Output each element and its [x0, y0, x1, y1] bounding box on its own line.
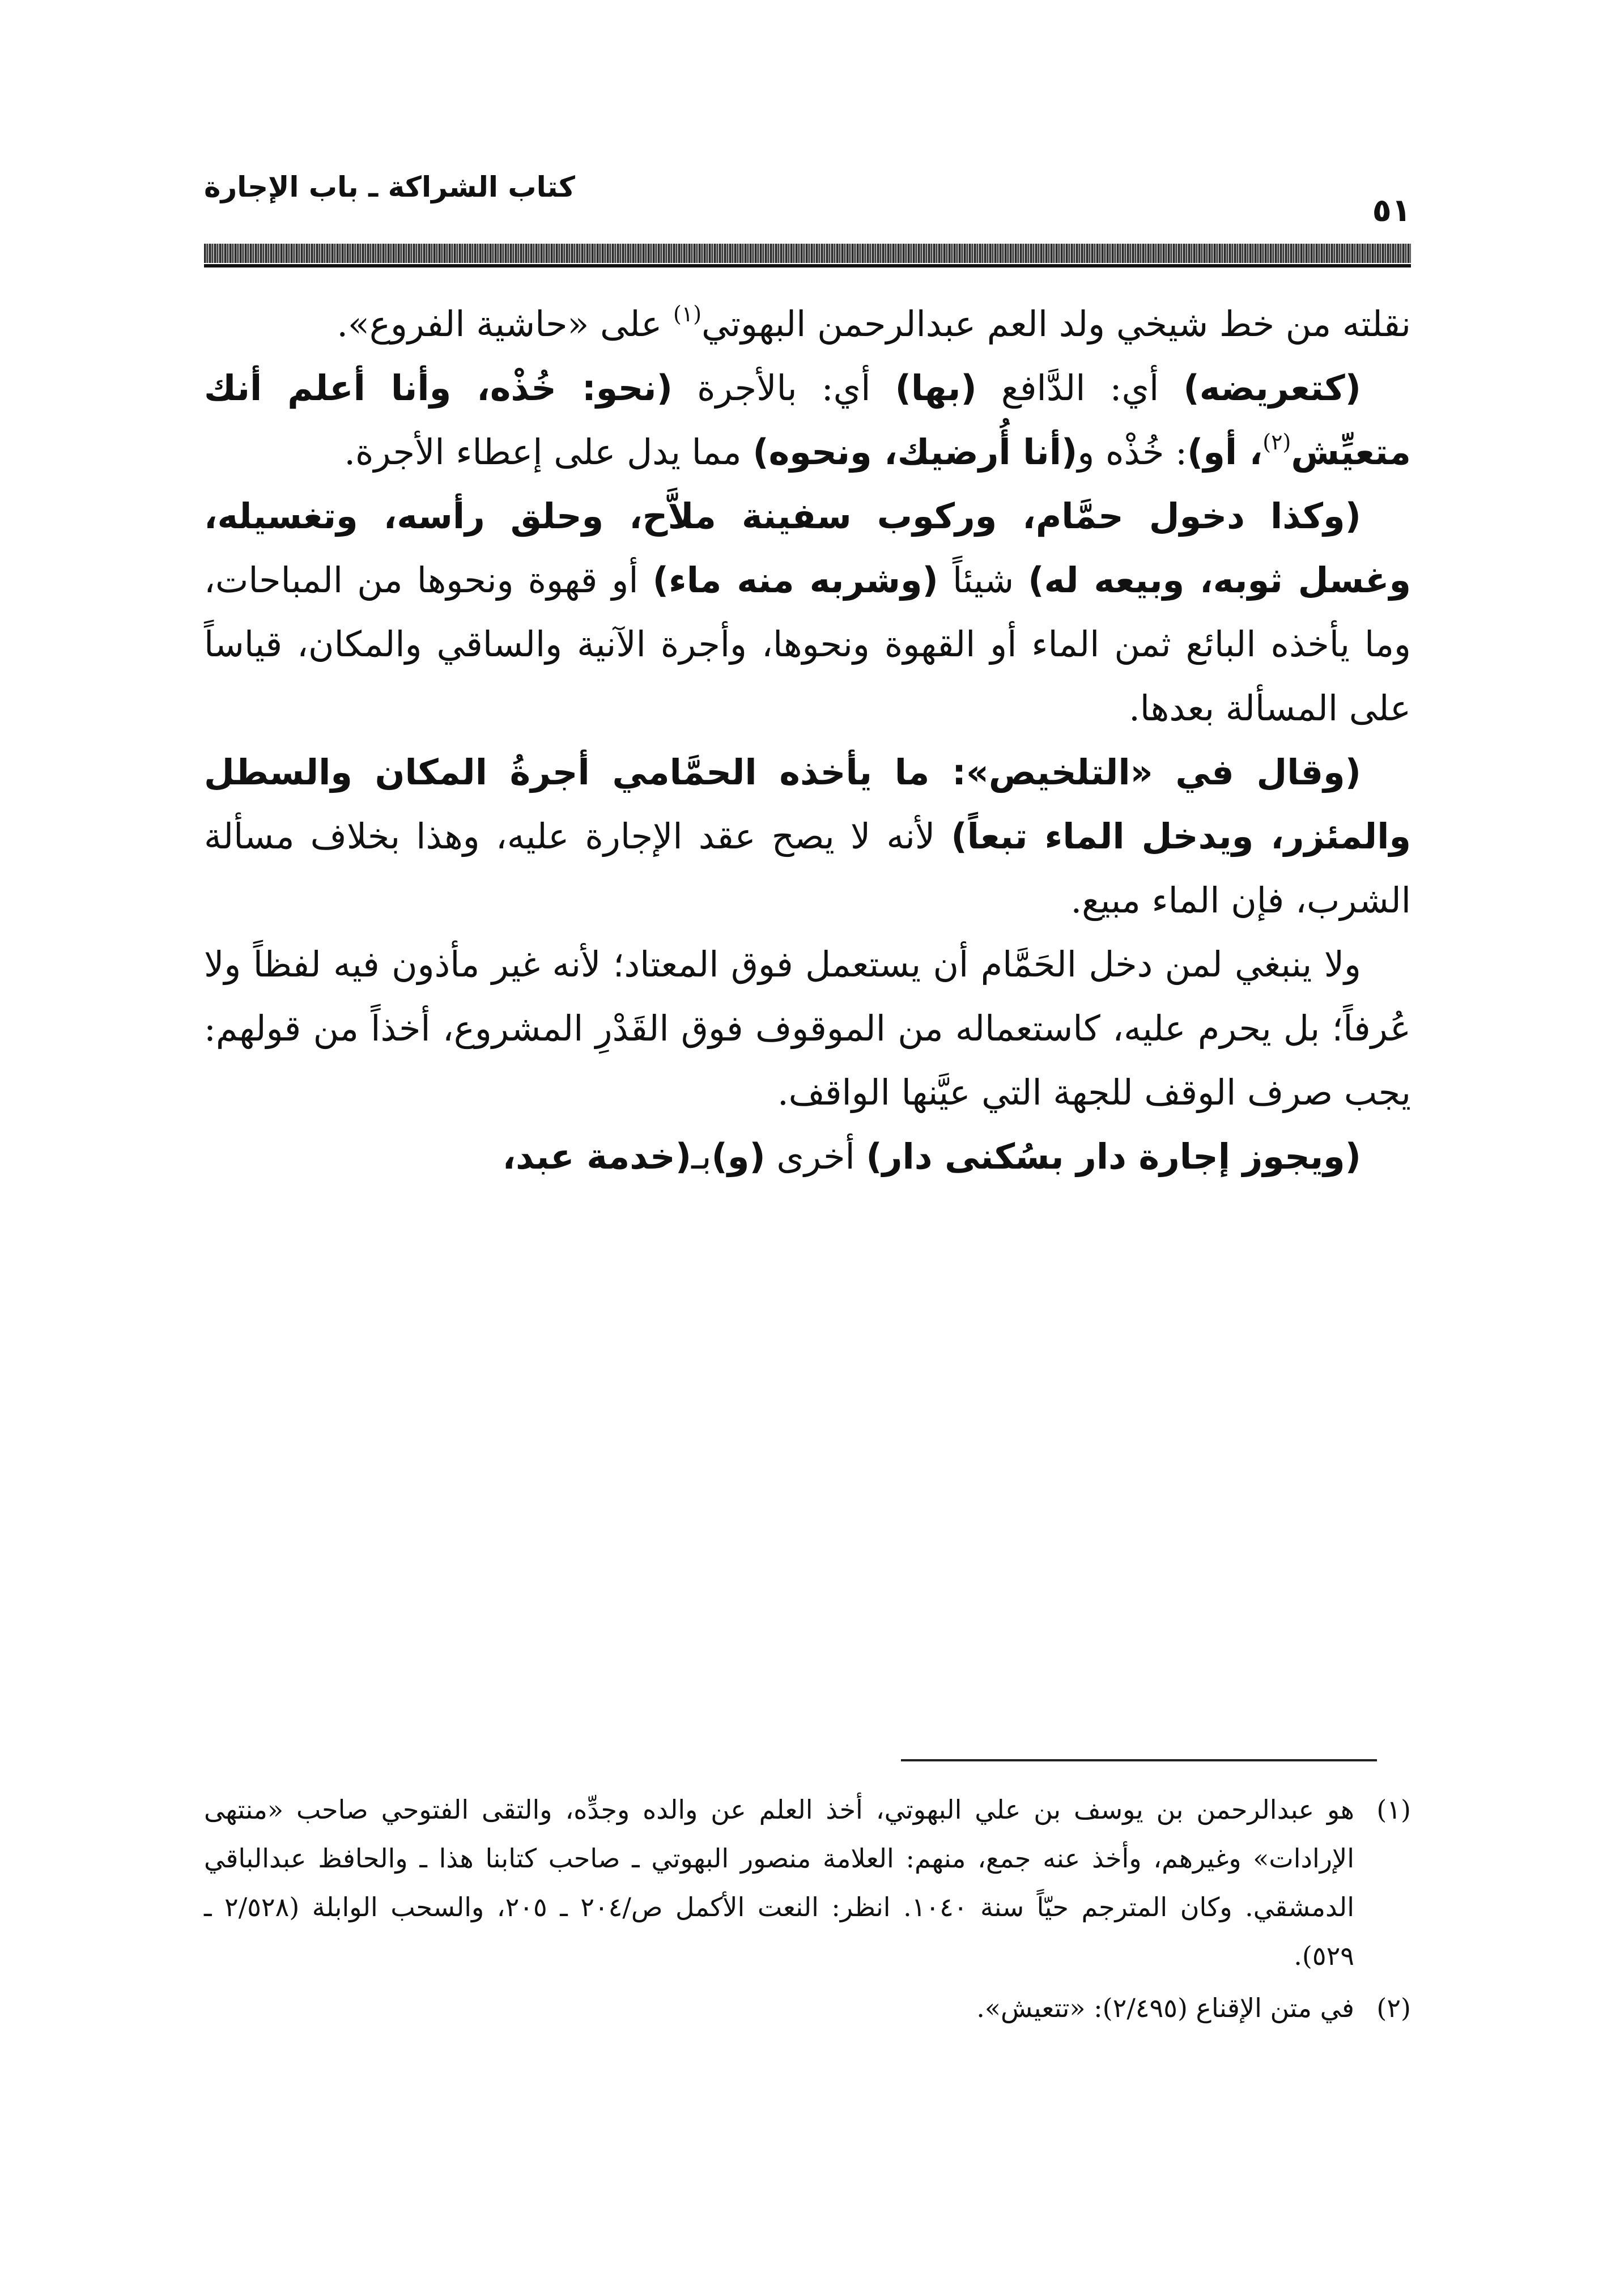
footnotes — [204, 1785, 1411, 2036]
matn-text: (أنا أُرضيك، ونحوه) — [753, 431, 1078, 473]
paragraph-3 — [204, 484, 1411, 740]
sharh-text: : خُذْه و — [1077, 431, 1187, 473]
running-header — [204, 164, 1411, 244]
matn-text: (وكذا دخول حمَّام، وركوب سفينة ملاَّح، وحلق رأسه، وتغسيله، وغسل ثوبه، وبيعه له) — [204, 495, 1411, 601]
sharh-text: ولا ينبغي لمن دخل الحَمَّام أن يستعمل فوق المعتاد؛ لأنه غير مأذون فيه لفظاً ولا عُرفاً؛ بل يحرم عليه، كاستعماله من الموقوف فوق القَدْرِ المشروع، أخذاً من قولهم: يجب صرف الوقف للجهة التي عيَّنها الواقف. — [204, 944, 1411, 1113]
sharh-text: أخرى — [765, 1136, 866, 1177]
footnote-number: (٢) — [1376, 1993, 1411, 2023]
sharh-text: أي: الدَّافع — [976, 367, 1184, 409]
page-number: ٥١ — [1372, 192, 1411, 229]
matn-text: (بها) — [895, 367, 977, 409]
matn-text: (نحو: خُذْه، وأنا أعلم أنك متعيِّش — [204, 367, 1411, 473]
sharh-text: لأنه لا يصح عقد الإجارة عليه، وهذا بخلاف مسألة الشرب، فإن الماء مبيع. — [204, 816, 1411, 921]
paragraph-2 — [204, 356, 1411, 484]
paragraph-5 — [204, 932, 1411, 1124]
text-run: نقلته من خط شيخي ولد العم عبدالرحمن البهوتي — [702, 303, 1411, 345]
sharh-text: أو قهوة ونحوها من المباحات، وما يأخذه البائع ثمن الماء أو القهوة ونحوها، وأجرة الآنية والساقي والمكان، قياساً على المسألة بعدها. — [204, 559, 1411, 729]
matn-text: ، أو) — [1187, 431, 1263, 473]
footnote-ref-2[interactable]: (٢) — [1262, 430, 1291, 455]
matn-text: (وشربه منه ماء) — [652, 559, 938, 601]
paragraph-6 — [204, 1124, 1411, 1188]
sharh-text: مما يدل على إعطاء الأجرة. — [344, 431, 753, 473]
main-text — [204, 292, 1411, 1188]
paragraph-4 — [204, 740, 1411, 932]
matn-text: (و) — [711, 1136, 766, 1177]
footnote-separator — [901, 1759, 1377, 1761]
footnote-ref-1[interactable]: (١) — [673, 302, 702, 326]
sharh-text: شيئاً — [938, 559, 1028, 601]
footnote-text: في متن الإقناع (٢/٤٩٥): «تتعيش». — [976, 1993, 1354, 2023]
matn-text: (ويجوز إجارة دار بسُكنى دار) — [866, 1136, 1361, 1177]
footnote-text: هو عبدالرحمن بن يوسف بن علي البهوتي، أخذ العلم عن والده وجدِّه، والتقى الفتوحي صاحب «منتهى الإرادات» وغيرهم، وأخذ عنه جمع، منهم: العلامة منصور البهوتي ـ صاحب كتابنا هذا ـ والحافظ عبدالباقي الدمشقي. وكان المترجم حيّاً سنة ١٠٤٠. انظر: النعت الأكمل ص/٢٠٤ ـ ٢٠٥، والسحب الوابلة (٢/٥٢٨ ـ ٥٢٩). — [204, 1794, 1354, 1971]
footnote-1 — [204, 1785, 1411, 1980]
paragraph-1 — [204, 292, 1411, 356]
sharh-text: بـ — [691, 1136, 712, 1177]
header-rule — [204, 244, 1411, 263]
text-run: على «حاشية الفروع». — [337, 303, 673, 345]
footnote-number: (١) — [1376, 1794, 1411, 1825]
sharh-text: أي: بالأجرة — [672, 367, 895, 409]
running-title: كتاب الشراكة ـ باب الإجارة — [204, 171, 575, 203]
matn-text: (كتعريضه) — [1183, 367, 1361, 409]
matn-text: (خدمة عبد، — [502, 1136, 692, 1177]
matn-text: (وقال في «التلخيص»: ما يأخذه الحمَّامي أجرةُ المكان والسطل والمئزر، ويدخل الماء تبعاً) — [204, 751, 1411, 857]
footnote-2 — [204, 1984, 1411, 2032]
